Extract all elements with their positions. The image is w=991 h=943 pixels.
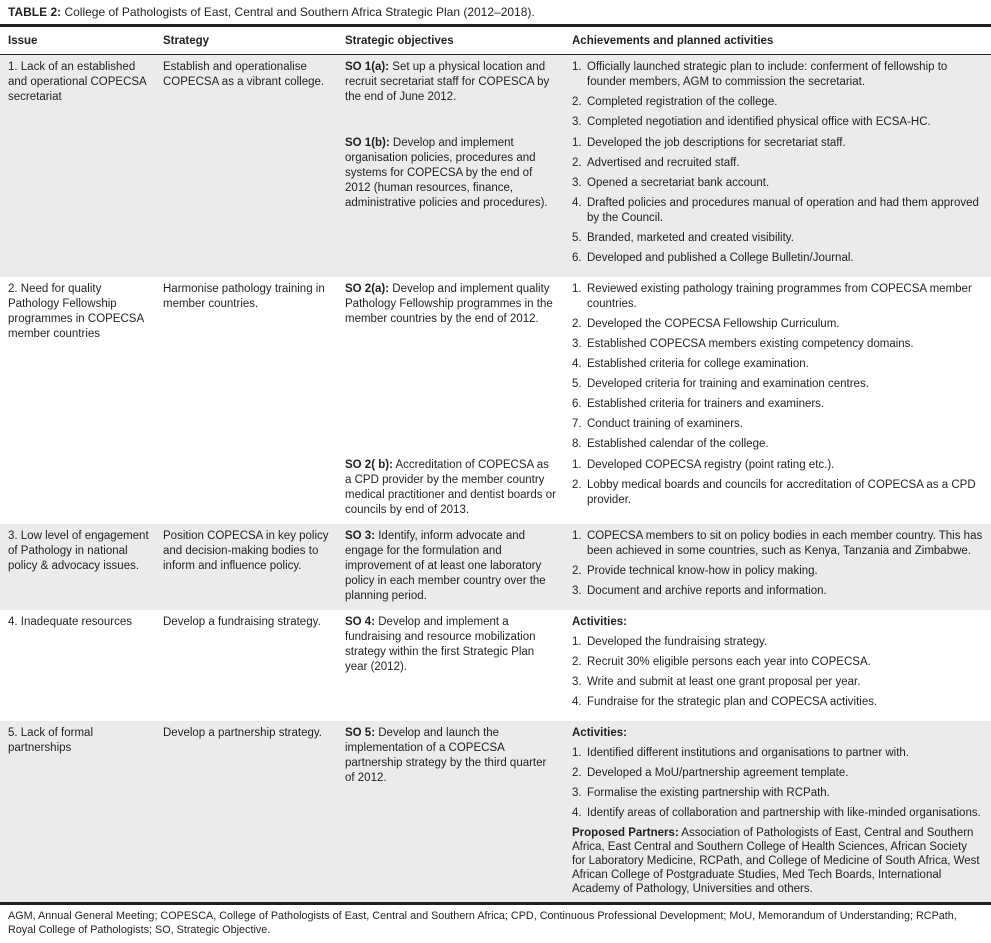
achievement-item-text: Provide technical know-how in policy making. [587, 565, 818, 577]
achievement-item [572, 136, 983, 151]
objectives-and-achievements [345, 60, 983, 271]
proposed-partners-label: Proposed Partners: [572, 827, 679, 839]
achievement-item [572, 564, 983, 579]
achievement-item-number: 5. [572, 378, 582, 390]
achievement-item [572, 786, 983, 801]
objective-so-label: SO 4: [345, 616, 376, 628]
achievement-item-text: Recruit 30% eligible persons each year into COPECSA. [587, 656, 871, 668]
objective-subrow [345, 282, 983, 457]
objective-text: Develop and launch the implementation of a COPECSA partnership strategy by the third quarter of 2012. [345, 727, 547, 784]
objective-cell [345, 529, 572, 604]
achievement-item-number: 2. [572, 479, 582, 491]
achievement-item-number: 3. [572, 787, 582, 799]
achievements-cell [572, 136, 983, 271]
achievement-item-number: 6. [572, 252, 582, 264]
achievement-item-number: 1. [572, 530, 582, 542]
achievement-item [572, 397, 983, 412]
achievement-item [572, 806, 983, 821]
table-header-row [0, 27, 991, 55]
table-body [0, 55, 991, 902]
column-header-achievements: Achievements and planned activities [572, 35, 774, 47]
achievement-item-text: Fundraise for the strategic plan and COPECSA activities. [587, 696, 878, 708]
achievement-item-number: 1. [572, 747, 582, 759]
table-title-label: TABLE 2: [8, 5, 62, 19]
table-row [0, 524, 991, 610]
achievement-item-number: 8. [572, 438, 582, 450]
achievement-item-text: Established criteria for trainers and examiners. [587, 398, 825, 410]
objective-so-label: SO 1(b): [345, 137, 390, 149]
issue-cell: 4. Inadequate resources [8, 616, 133, 628]
achievement-item-text: Established criteria for college examination. [587, 358, 809, 370]
objective-so-label: SO 2(a): [345, 283, 390, 295]
achievement-item-text: Developed COPECSA registry (point rating etc.). [587, 459, 835, 471]
achievement-item-text: Document and archive reports and information. [587, 585, 827, 597]
strategy-cell: Position COPECSA in key policy and decision-making bodies to inform and influence policy. [163, 530, 329, 572]
achievement-item [572, 655, 983, 670]
achievement-item [572, 584, 983, 599]
achievement-item-number: 4. [572, 807, 582, 819]
achievement-item-text: Developed criteria for training and examination centres. [587, 378, 869, 390]
achievement-item-text: Developed and published a College Bulletin/Journal. [587, 252, 854, 264]
achievement-item [572, 337, 983, 352]
objective-so-label: SO 5: [345, 727, 376, 739]
objective-subrow [345, 458, 983, 518]
objective-so-label: SO 2( b): [345, 459, 393, 471]
achievement-item-number: 5. [572, 232, 582, 244]
strategy-cell: Develop a partnership strategy. [163, 727, 322, 739]
objective-text: Develop and implement organisation policies, procedures and systems for COPECSA by the end of 2012 (human resources, finance, administrative policies and procedures). [345, 137, 548, 209]
achievement-item [572, 437, 983, 452]
achievement-item-number: 2. [572, 767, 582, 779]
achievement-item-text: Conduct training of examiners. [587, 418, 743, 430]
objective-cell [345, 136, 572, 271]
achievement-item-text: Completed registration of the college. [587, 96, 778, 108]
achievement-item [572, 231, 983, 246]
achievement-item-text: Developed the COPECSA Fellowship Curriculum. [587, 318, 840, 330]
achievement-item-text: Formalise the existing partnership with RCPath. [587, 787, 830, 799]
achievement-item-number: 2. [572, 565, 582, 577]
achievement-item [572, 417, 983, 432]
achievement-item-text: Established COPECSA members existing competency domains. [587, 338, 914, 350]
achievement-item-number: 1. [572, 137, 582, 149]
objective-cell [345, 726, 572, 896]
objective-text: Identify, inform advocate and engage for the formulation and improvement of at least one laboratory policy in each member country over the planning period. [345, 530, 546, 602]
achievement-item-number: 3. [572, 338, 582, 350]
achievement-item [572, 675, 983, 690]
table-row [0, 610, 991, 721]
achievement-item [572, 115, 983, 130]
proposed-partners [572, 826, 983, 896]
achievement-item-text: Drafted policies and procedures manual of operation and had them approved by the Council. [587, 197, 979, 224]
strategy-cell: Harmonise pathology training in member countries. [163, 283, 325, 310]
table-footnote: AGM, Annual General Meeting; COPESCA, College of Pathologists of East, Central and Southern Africa; CPD, Continuous Professional Development; MoU, Memorandum of Understanding; RCPath, Royal College of Pathologists; SO, Strategic Objective. [0, 902, 991, 943]
achievement-item [572, 695, 983, 710]
objective-subrow [345, 60, 983, 135]
achievement-item-number: 1. [572, 283, 582, 295]
achievement-item-number: 1. [572, 61, 582, 73]
strategy-cell: Develop a fundraising strategy. [163, 616, 321, 628]
achievement-item [572, 282, 983, 312]
achievement-item-number: 1. [572, 636, 582, 648]
achievement-item-text: Developed the fundraising strategy. [587, 636, 768, 648]
table-row [0, 721, 991, 902]
achievement-item-text: Identify areas of collaboration and partnership with like-minded organisations. [587, 807, 981, 819]
achievement-item-number: 3. [572, 585, 582, 597]
achievements-cell [572, 282, 983, 457]
objectives-and-achievements [345, 282, 983, 518]
objectives-and-achievements [345, 726, 983, 896]
table-row [0, 55, 991, 277]
achievement-item-text: Established calendar of the college. [587, 438, 769, 450]
column-header-issue: Issue [8, 35, 38, 47]
activities-header: Activities: [572, 616, 627, 628]
objectives-and-achievements [345, 615, 983, 715]
issue-cell: 5. Lack of formal partnerships [8, 727, 94, 754]
achievement-item-number: 3. [572, 676, 582, 688]
achievement-item [572, 766, 983, 781]
achievement-item [572, 529, 983, 559]
achievement-item-number: 6. [572, 398, 582, 410]
objective-text: Set up a physical location and recruit secretariat staff for COPESCA by the end of June 2012. [345, 61, 550, 103]
achievement-item [572, 317, 983, 332]
achievement-item [572, 357, 983, 372]
achievement-item [572, 746, 983, 761]
objectives-and-achievements [345, 529, 983, 604]
proposed-partners-text: Association of Pathologists of East, Central and Southern Africa, East Central and Southern College of Health Sciences, African Society for Laboratory Medicine, RCPath, and College of Medicine of South Africa, West African College of Postgraduate Studies, Med Tech Boards, International Academy of Pathology, Universities and others. [572, 827, 980, 895]
issue-cell: 2. Need for quality Pathology Fellowship programmes in COPECSA member countries [8, 283, 144, 340]
table-title [0, 0, 991, 27]
objective-cell [345, 60, 572, 135]
achievement-item-text: Developed a MoU/partnership agreement template. [587, 767, 849, 779]
achievement-item-text: Advertised and recruited staff. [587, 157, 740, 169]
achievement-item-number: 3. [572, 116, 582, 128]
column-header-strategy: Strategy [163, 35, 210, 47]
objective-subrow [345, 529, 983, 604]
achievement-item-text: Opened a secretariat bank account. [587, 177, 770, 189]
achievement-item [572, 95, 983, 110]
objective-subrow [345, 615, 983, 715]
achievements-cell [572, 458, 983, 518]
objective-subrow [345, 136, 983, 271]
achievement-item-number: 2. [572, 157, 582, 169]
issue-cell: 1. Lack of an established and operational COPECSA secretariat [8, 61, 147, 103]
achievement-item [572, 458, 983, 473]
objective-text: Develop and implement a fundraising and resource mobilization strategy within the first Strategic Plan year (2012). [345, 616, 536, 673]
achievement-item [572, 176, 983, 191]
objective-text: Accreditation of COPECSA as a CPD provider by the member country medical practitioner and dentist boards or councils by end of 2013. [345, 459, 556, 516]
achievement-item-number: 2. [572, 318, 582, 330]
achievement-item-number: 2. [572, 96, 582, 108]
strategy-cell: Establish and operationalise COPECSA as a vibrant college. [163, 61, 325, 88]
achievement-item-text: Developed the job descriptions for secretariat staff. [587, 137, 846, 149]
objective-cell [345, 615, 572, 715]
achievement-item-number: 4. [572, 696, 582, 708]
achievement-item [572, 377, 983, 392]
achievement-item-text: Write and submit at least one grant proposal per year. [587, 676, 861, 688]
achievement-item-text: Identified different institutions and organisations to partner with. [587, 747, 909, 759]
achievement-item-text: Branded, marketed and created visibility. [587, 232, 794, 244]
objective-cell [345, 282, 572, 457]
achievements-cell [572, 60, 983, 135]
achievements-cell [572, 615, 983, 715]
achievement-item-text: Reviewed existing pathology training programmes from COPECSA member countries. [587, 283, 972, 310]
achievement-item-number: 7. [572, 418, 582, 430]
objective-text: Develop and implement quality Pathology Fellowship programmes in the member countries by the end of 2012. [345, 283, 553, 325]
objective-so-label: SO 1(a): [345, 61, 390, 73]
achievement-item-number: 4. [572, 358, 582, 370]
achievement-item-text: COPECSA members to sit on policy bodies in each member country. This has been achieved in some countries, such as Kenya, Tanzania and Zimbabwe. [587, 530, 983, 557]
objective-subrow [345, 726, 983, 896]
table-title-text: College of Pathologists of East, Central and Southern Africa Strategic Plan (2012–2018). [61, 5, 535, 19]
achievement-item [572, 156, 983, 171]
achievement-item [572, 251, 983, 266]
column-header-strategic-objectives: Strategic objectives [345, 35, 454, 47]
objective-cell [345, 458, 572, 518]
achievement-item-number: 3. [572, 177, 582, 189]
achievements-cell [572, 529, 983, 604]
achievement-item-number: 1. [572, 459, 582, 471]
achievement-item-text: Completed negotiation and identified physical office with ECSA-HC. [587, 116, 931, 128]
achievement-item-number: 2. [572, 656, 582, 668]
achievement-item [572, 60, 983, 90]
issue-cell: 3. Low level of engagement of Pathology in national policy & advocacy issues. [8, 530, 149, 572]
achievement-item [572, 196, 983, 226]
objective-so-label: SO 3: [345, 530, 376, 542]
achievement-item [572, 478, 983, 508]
activities-header: Activities: [572, 727, 627, 739]
achievement-item-number: 4. [572, 197, 582, 209]
table-row [0, 277, 991, 524]
achievement-item-text: Officially launched strategic plan to include: conferment of fellowship to founder members, AGM to commission the secretariat. [587, 61, 948, 88]
achievement-item [572, 635, 983, 650]
achievement-item-text: Lobby medical boards and councils for accreditation of COPECSA as a CPD provider. [587, 479, 976, 506]
achievements-cell [572, 726, 983, 896]
